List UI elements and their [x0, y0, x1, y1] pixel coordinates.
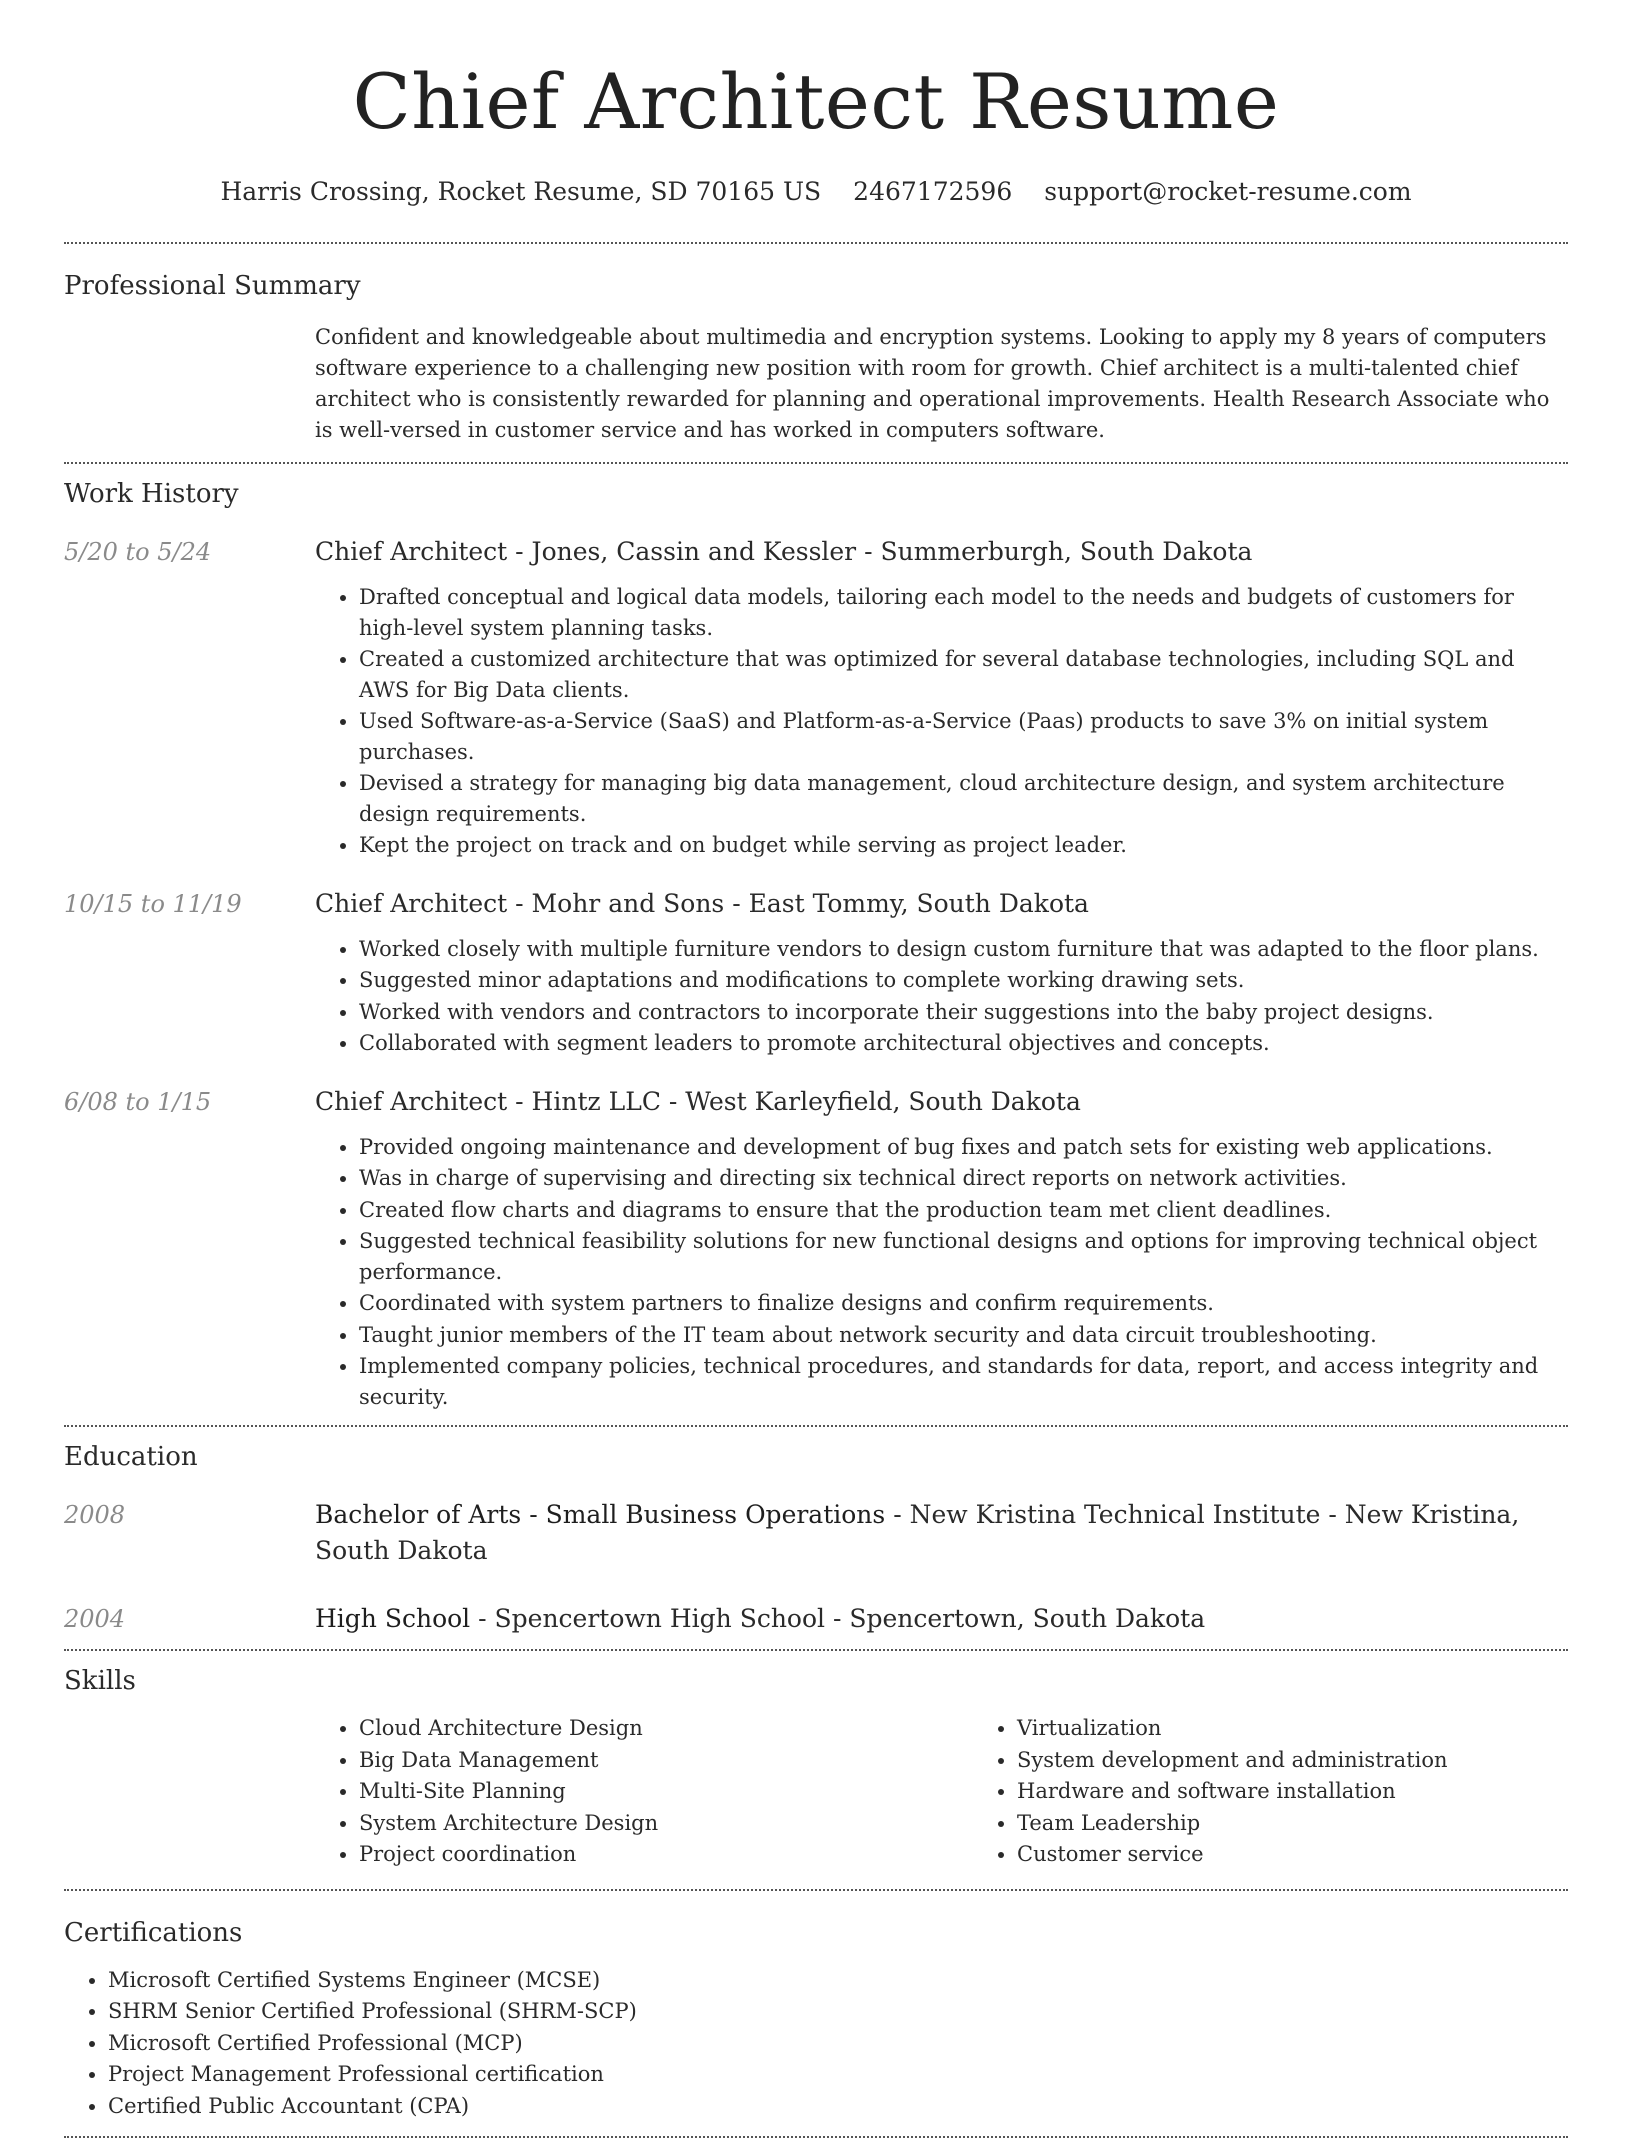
job-duties	[315, 582, 1568, 861]
job-dates: 5/20 to 5/24	[64, 538, 212, 566]
resume-title: Chief Architect Resume	[352, 57, 1280, 146]
job-body	[315, 886, 1568, 1060]
list-item: • Customer service	[1017, 1839, 1568, 1870]
list-item: • Big Data Management	[359, 1745, 973, 1776]
list-item: • Virtualization	[1017, 1713, 1568, 1744]
education-heading: Education	[64, 1442, 198, 1472]
list-item: • Hardware and software installation	[1017, 1776, 1568, 1807]
skills-list-right	[973, 1713, 1568, 1871]
skills-grid	[315, 1713, 1568, 1871]
list-item: • Created a customized architecture that was optimized for several database technologies, including SQL and AWS for Big Data clients.	[359, 644, 1568, 705]
list-item: • Kept the project on track and on budget while serving as project leader.	[359, 830, 1568, 861]
skills-heading: Skills	[64, 1666, 136, 1696]
education-section	[64, 1427, 1568, 1649]
list-item: • Team Leadership	[1017, 1808, 1568, 1839]
education-year: 2004	[64, 1605, 126, 1633]
list-item: • System development and administration	[1017, 1745, 1568, 1776]
job-entry	[64, 1084, 1568, 1414]
job-dates: 10/15 to 11/19	[64, 889, 242, 918]
list-item: • Suggested technical feasibility solutions for new functional designs and options for improving technical object performance.	[359, 1226, 1568, 1287]
list-item: • Project coordination	[359, 1839, 973, 1870]
list-item: • SHRM Senior Certified Professional (SHRM-SCP)	[108, 1996, 1568, 2027]
contact-email[interactable]: support@rocket-resume.com	[1044, 177, 1412, 206]
education-school: - New Kristina Technical Institute - New Kristina, South Dakota	[315, 1500, 1520, 1565]
list-item: • Project Management Professional certification	[108, 2059, 1568, 2090]
job-body	[315, 534, 1568, 862]
education-detail	[315, 1601, 1568, 1637]
list-item: • Certified Public Accountant (CPA)	[108, 2091, 1568, 2122]
list-item: • Multi-Site Planning	[359, 1776, 973, 1807]
job-duties	[315, 934, 1568, 1059]
work-history-section	[64, 464, 1568, 1425]
list-item: • Taught junior members of the IT team about network security and data circuit troubleshooting.	[359, 1320, 1568, 1351]
job-entry	[64, 534, 1568, 862]
certifications-list	[64, 1965, 1568, 2122]
education-year: 2008	[64, 1501, 126, 1529]
list-item: • Drafted conceptual and logical data models, tailoring each model to the needs and budgets of customers for high-level system planning tasks.	[359, 582, 1568, 643]
list-item: • Devised a strategy for managing big data management, cloud architecture design, and system architecture design requirements.	[359, 768, 1568, 829]
education-detail	[315, 1497, 1568, 1569]
summary-text: Confident and knowledgeable about multimedia and encryption systems. Looking to apply my 8 years of computers software experience to a challenging new position with room for growth. Chief architect is a multi-talented chief architect who is consistently rewarded for planning and operational improvements. Health Research Associate who is well-versed in customer service and has worked in computers software.	[315, 325, 1550, 442]
contact-line	[64, 174, 1568, 210]
skills-section	[64, 1651, 1568, 1889]
education-entry	[64, 1497, 1568, 1569]
list-item: • Suggested minor adaptations and modifications to complete working drawing sets.	[359, 965, 1568, 996]
list-item: • System Architecture Design	[359, 1808, 973, 1839]
job-duties	[315, 1132, 1568, 1413]
job-entry	[64, 886, 1568, 1060]
list-item: • Implemented company policies, technical procedures, and standards for data, report, and access integrity and security.	[359, 1351, 1568, 1412]
list-item: • Worked closely with multiple furniture vendors to design custom furniture that was adapted to the floor plans.	[359, 934, 1568, 965]
contact-address: Harris Crossing, Rocket Resume, SD 70165 US	[220, 177, 822, 206]
list-item: • Coordinated with system partners to finalize designs and confirm requirements.	[359, 1288, 1568, 1319]
job-title: Chief Architect - Jones, Cassin and Kessler - Summerburgh, South Dakota	[315, 537, 1253, 566]
job-body	[315, 1084, 1568, 1414]
list-item: • Microsoft Certified Professional (MCP)	[108, 2028, 1568, 2059]
list-item: • Created flow charts and diagrams to ensure that the production team met client deadlines.	[359, 1195, 1568, 1226]
list-item: • Cloud Architecture Design	[359, 1713, 973, 1744]
summary-section	[64, 244, 1568, 462]
list-item: • Microsoft Certified Systems Engineer (MCSE)	[108, 1965, 1568, 1996]
job-title: Chief Architect - Hintz LLC - West Karleyfield, South Dakota	[315, 1086, 1081, 1116]
job-dates: 6/08 to 1/15	[64, 1087, 212, 1116]
education-degree: Bachelor of Arts - Small Business Operations	[315, 1500, 886, 1529]
education-degree: High School	[315, 1604, 471, 1633]
summary-heading: Professional Summary	[64, 271, 361, 301]
list-item: • Provided ongoing maintenance and development of bug fixes and patch sets for existing web applications.	[359, 1132, 1568, 1163]
contact-phone[interactable]: 2467172596	[853, 177, 1013, 206]
list-item: • Used Software-as-a-Service (SaaS) and Platform-as-a-Service (Paas) products to save 3% on initial system purchases.	[359, 706, 1568, 767]
list-item: • Worked with vendors and contractors to incorporate their suggestions into the baby project designs.	[359, 997, 1568, 1028]
education-entry	[64, 1601, 1568, 1637]
list-item: • Collaborated with segment leaders to promote architectural objectives and concepts.	[359, 1028, 1568, 1059]
work-history-heading: Work History	[64, 479, 239, 509]
job-title: Chief Architect - Mohr and Sons - East Tommy, South Dakota	[315, 888, 1089, 918]
certifications-section	[64, 1891, 1568, 2137]
certifications-heading: Certifications	[64, 1917, 243, 1948]
education-school: - Spencertown High School - Spencertown, South Dakota	[470, 1604, 1206, 1633]
list-item: • Was in charge of supervising and directing six technical direct reports on network activities.	[359, 1163, 1568, 1194]
skills-list-left	[315, 1713, 973, 1871]
